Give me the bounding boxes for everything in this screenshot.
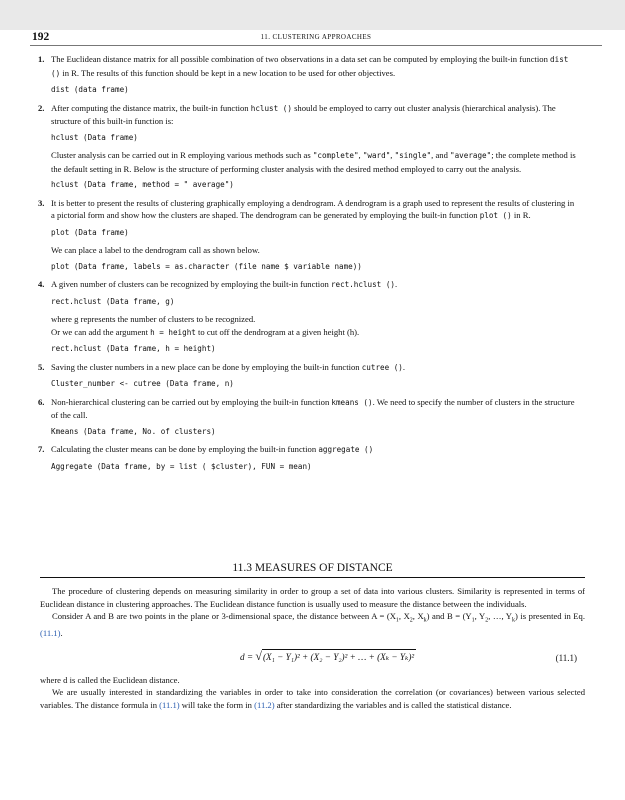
equation-link[interactable]: (11.1) (40, 628, 61, 639)
code-line: rect.hclust (Data frame, h = height) (51, 344, 216, 353)
list-item: 5. Saving the cluster numbers in a new place can be done by employing the built-in function cutree (). Cluster_number <- cutree (Data frame, n) (38, 361, 578, 391)
code-line: plot (Data frame, labels = as.character (file name $ variable name)) (51, 261, 362, 271)
section-body (40, 585, 585, 711)
paragraph: Consider A and B are two points in the plane or 3-dimensional space, the distance between $A = (X_1$, $X_2$, $X_k$) and $B = (Y_1$, $Y_2$, …, $Y_k$) is presented in Eq. (11.1). (40, 611, 585, 639)
equation-number: (11.1) (555, 652, 577, 663)
equation-body: d = √(X₁ − Y₁)² + (X₂ − Y₂)² + … + (Xₖ − Yₖ)² (240, 648, 415, 663)
section-rule (40, 577, 585, 578)
code-line: plot (Data frame) (51, 227, 129, 237)
page-number: 192 (32, 31, 50, 43)
code-line: dist (data frame) (51, 85, 129, 94)
code-line: hclust (Data frame, method = " average") (51, 180, 234, 189)
step-list (38, 53, 578, 473)
list-item: 1. The Euclidean distance matrix for all possible combination of two observations in a data set can be computed by employing the built-in function dist () in R. The results of this function should be kept in a new location to be used for other objectives. dist (data frame) (38, 53, 578, 97)
equation-radicand: (X₁ − Y₁)² + (X₂ − Y₂)² + … + (Xₖ − Yₖ)² (262, 649, 416, 664)
main-content (38, 53, 578, 478)
list-item: 6. Non-hierarchical clustering can be carried out by employing the built-in function kmeans (). We need to specify the number of clusters in the structure of the call. Kmeans (Data frame, No. of clusters) (38, 396, 578, 439)
equation-link[interactable]: (11.1) (159, 699, 180, 710)
code-line: Kmeans (Data frame, No. of clusters) (51, 426, 216, 436)
list-item: 4. A given number of clusters can be recognized by employing the built-in function rect.hclust (). rect.hclust (Data frame, g) where g represents the number of clusters to be recognized. Or we can add the argument h = height to cut off the dendrogram at a given height (h). rect.hclust (Data frame, h = height) (38, 278, 578, 356)
paragraph: Cluster analysis can be carried out in R employing various methods such as "complete", "ward", "single", and "average"; the complete method is the default setting in R. Below is the structure of performing cluster analysis with the desired method employed to carry out the analysis. (51, 150, 576, 174)
list-item: 2. After computing the distance matrix, the built-in function hclust () should be employed to carry out cluster analysis (hierarchical analysis). The structure of this built-in function is: hclust (Data frame) Cluster analysis can be carried out in R employing various methods such as "complete", "ward", "single", and "average"; the complete method is the default setting in R. Below is the structure of performing cluster analysis with the desired method employed to carry out the analysis. hclust (Data frame, method = " average") (38, 102, 578, 192)
code-line: Aggregate (Data frame, by = list ( $cluster), FUN = mean) (51, 461, 312, 471)
top-gray-bar (0, 0, 625, 30)
section-title: 11.3 MEASURES OF DISTANCE (232, 562, 393, 574)
section-heading-block (40, 562, 585, 578)
paragraph: We can place a label to the dendrogram call as shown below. (51, 245, 260, 255)
equation-link[interactable]: (11.2) (254, 699, 275, 710)
sqrt-icon: √ (255, 648, 262, 663)
code-line: hclust (Data frame) (51, 132, 138, 142)
running-head: 11. CLUSTERING APPROACHES (260, 33, 372, 41)
paragraph: where d is called the Euclidean distance. (40, 674, 180, 685)
list-item: 3. It is better to present the results of clustering graphically employing a dendrogram. A dendrogram is a graph used to represent the results of clustering in a pictorial form and show how the clusters are shaped. The dendrogram can be generated by employing the built-in function plot () in R. plot (Data frame) We can place a label to the dendrogram call as shown below. plot (Data frame, labels = as.character (file name $ variable name)) (38, 197, 578, 274)
list-item: 7. Calculating the cluster means can be done by employing the built-in function aggregate () Aggregate (Data frame, by = list ( $cluster), FUN = mean) (38, 443, 578, 473)
page-header (30, 30, 602, 46)
code-line: Cluster_number <- cutree (Data frame, n) (51, 379, 234, 388)
paragraph: Or we can add the argument h = height to cut off the dendrogram at a given height (h). (51, 326, 360, 337)
equation-11-1 (40, 644, 585, 672)
code-line: rect.hclust (Data frame, g) (51, 296, 175, 306)
paragraph: where g represents the number of clusters to be recognized. (51, 314, 256, 324)
paragraph: The procedure of clustering depends on measuring similarity in order to group a set of data into various clusters. Similarity is represented in terms of Euclidean distance in clustering approaches. The Euclidean distance function is usually used to measure the distance between the individuals. (40, 586, 585, 609)
paragraph: We are usually interested in standardizing the variables in order to take into consideration the correlation (or covariances) between various selected variables. The distance formula in (11.1) will take the form in (11.2) after standardizing the variables and is called the statistical distance. (40, 687, 585, 710)
